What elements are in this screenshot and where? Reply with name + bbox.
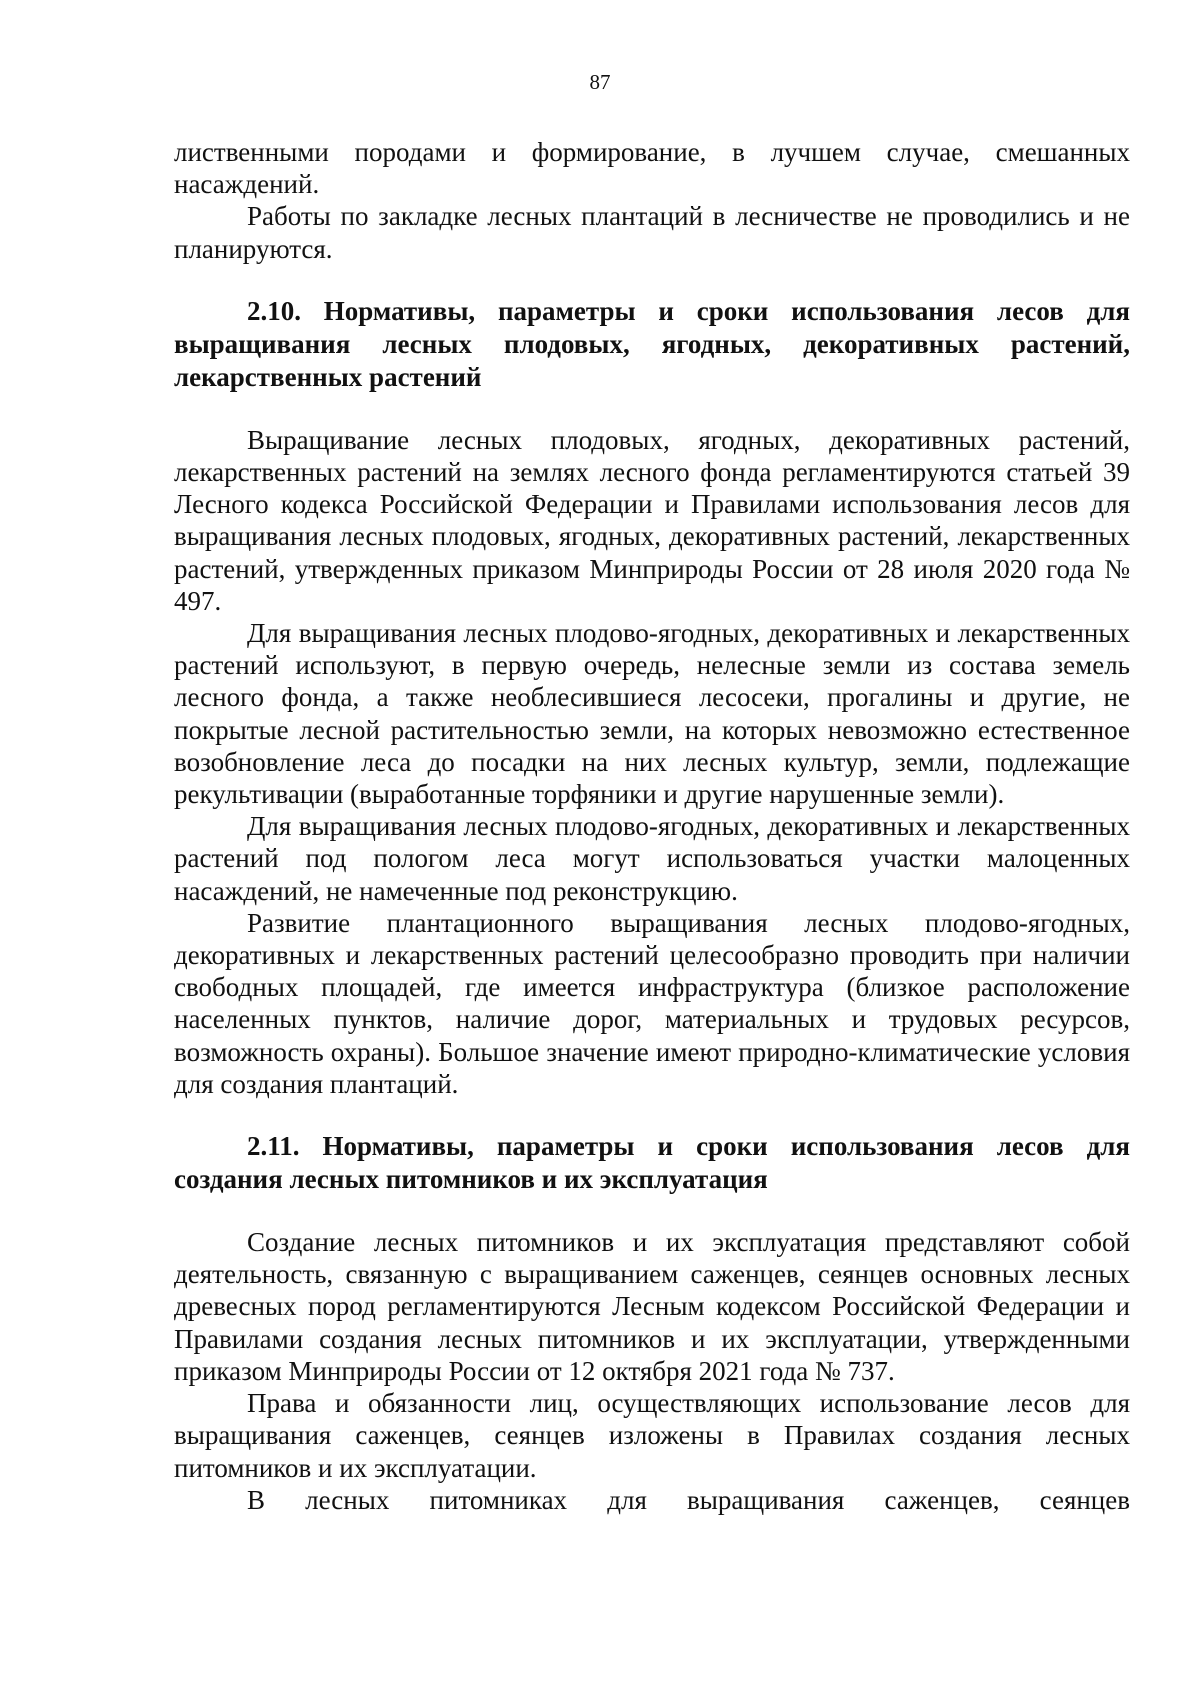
paragraph: В лесных питомниках для выращивания саженцев, сеянцев [247, 1484, 1130, 1515]
paragraph: лиственными породами и формирование, в лучшем случае, смешанных насаждений. [174, 137, 1130, 200]
paragraph: Для выращивания лесных плодово-ягодных, декоративных и лекарственных растений используют, в первую очередь, нелесные земли из состава земель лесного фонда, а также необлесившиеся лесосеки, прогалины и другие, не покрытые лесной растительностью земли, на которых невозможно естественное возобновление леса до посадки на них лесных культур, земли, подлежащие рекультивации (выработанные торфяники и другие нарушенные земли). [174, 618, 1130, 810]
paragraph: Создание лесных питомников и их эксплуатация представляют собой деятельность, связанную с выращиванием саженцев, сеянцев основных лесных древесных пород регламентируются Лесным кодексом Российской Федерации и Правилами создания лесных питомников и их эксплуатации, утвержденными приказом Минприроды России от 12 октября 2021 года № 737. [174, 1227, 1130, 1386]
page-content [174, 136, 1130, 1516]
section-heading-2-10: 2.10. Нормативы, параметры и сроки использования лесов для выращивания лесных плодовых, ягодных, декоративных растений, лекарственных растений [174, 295, 1130, 392]
paragraph: Выращивание лесных плодовых, ягодных, декоративных растений, лекарственных растений на землях лесного фонда регламентируются статьей 39 Лесного кодекса Российской Федерации и Правилами использования лесов для выращивания лесных плодовых, ягодных, декоративных растений, лекарственных растений, утвержденных приказом Минприроды России от 28 июля 2020 года № 497. [174, 424, 1130, 616]
paragraph: Права и обязанности лиц, осуществляющих использование лесов для выращивания саженцев, сеянцев изложены в Правилах создания лесных питомников и их эксплуатации. [174, 1388, 1130, 1483]
section-heading-2-11: 2.11. Нормативы, параметры и сроки использования лесов для создания лесных питомников и их эксплуатация [174, 1131, 1130, 1195]
page-number: 87 [589, 70, 611, 94]
paragraph: Развитие плантационного выращивания лесных плодово-ягодных, декоративных и лекарственных растений целесообразно проводить при наличии свободных площадей, где имеется инфраструктура (близкое расположение населенных пунктов, наличие дорог, материальных и трудовых ресурсов, возможность охраны). Большое значение имеют природно-климатические условия для создания плантаций. [174, 907, 1130, 1099]
paragraph: Работы по закладке лесных плантаций в лесничестве не проводились и не планируются. [174, 201, 1130, 264]
paragraph: Для выращивания лесных плодово-ягодных, декоративных и лекарственных растений под пологом леса могут использоваться участки малоценных насаждений, не намеченные под реконструкцию. [174, 811, 1130, 906]
